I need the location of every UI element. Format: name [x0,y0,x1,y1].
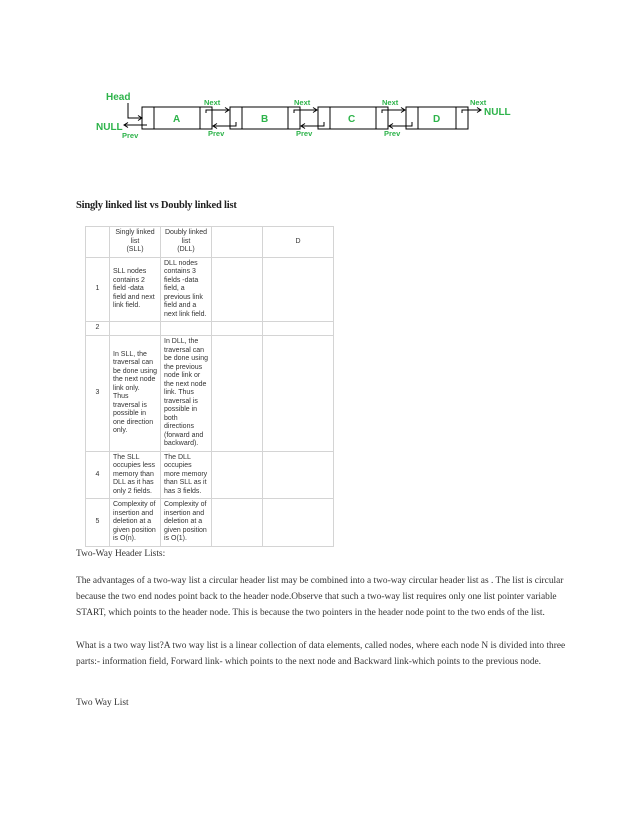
prev-label: Prev [384,129,401,138]
next-label: Next [294,98,311,107]
table-cell: 4 [86,451,110,499]
table-cell: 3 [86,336,110,452]
node-a-label: A [173,114,181,125]
table-cell [212,322,263,336]
paragraph-two-way-list-title: Two Way List [76,698,129,708]
next-label: Next [470,98,487,107]
table-cell [263,499,334,547]
table-header-row [86,227,334,258]
comparison-table [85,226,334,547]
paragraph-two-way-list-definition: What is a two way list?A two way list is a linear collection of data elements, called nodes, where each node N is divided into three parts:- information field, Forward link- which points to the next node and Backward link-which points to the previous node. [76,641,566,667]
table-cell [212,451,263,499]
table-header-cell: D [263,227,334,258]
doubly-linked-list-diagram [92,88,532,144]
table-header-cell: Doubly linked list (DLL) [161,227,212,258]
node-c-label: C [348,114,356,125]
prev-label: Prev [122,131,139,140]
head-label: Head [106,92,131,103]
table-cell: The SLL occupies less memory than DLL as it has only 2 fields. [110,451,161,499]
node-b-label: B [261,114,269,125]
table-cell: DLL nodes contains 3 fields -data field, a previous link field and a next link field. [161,257,212,322]
next-labels [204,98,487,107]
section-heading: Singly linked list vs Doubly linked list [76,200,237,211]
null-right-label: NULL [484,107,511,118]
table-cell [263,257,334,322]
table-cell: 1 [86,257,110,322]
node-d [406,107,468,129]
node-d-label: D [433,114,441,125]
table-cell: SLL nodes contains 2 field -data field and next link field. [110,257,161,322]
table-cell [212,499,263,547]
node-c [318,107,388,129]
table-row [86,257,334,322]
table-cell [263,322,334,336]
next-label: Next [204,98,221,107]
node-a [142,107,212,129]
table-header-cell: Singly linked list (SLL) [110,227,161,258]
table-header-cell [86,227,110,258]
table-cell: Complexity of insertion and deletion at a given position is O(n). [110,499,161,547]
table-cell [212,336,263,452]
table-cell [161,322,212,336]
paragraph-two-way-header-lists-body: The advantages of a two-way list a circular header list may be combined into a two-way circular header list as . The list is circular because the two end nodes point back to the header node.Observe that such a two-way list requires only one list pointer variable START, which points to the header node. This is because the two pointers in the header node point to the two ends of the list. [76,576,564,618]
table-cell: The DLL occupies more memory than SLL as it has 3 fields. [161,451,212,499]
table-row [86,336,334,452]
next-label: Next [382,98,399,107]
table-cell [263,451,334,499]
table-cell: In DLL, the traversal can be done using the previous node link or the next node link. Thus traversal is possible in both directions (forward and backward). [161,336,212,452]
table-row [86,322,334,336]
table-cell: Complexity of insertion and deletion at a given position is O(1). [161,499,212,547]
null-left-label: NULL [96,122,123,133]
paragraph-two-way-header-lists-title: Two-Way Header Lists: [76,549,166,559]
table-row [86,499,334,547]
table-cell [110,322,161,336]
prev-label: Prev [208,129,225,138]
prev-label: Prev [296,129,313,138]
table-cell: In SLL, the traversal can be done using the next node link only. Thus traversal is possible in one direction only. [110,336,161,452]
table-row [86,451,334,499]
prev-labels [122,129,401,140]
next-arrows [206,108,481,114]
table-cell [263,336,334,452]
table-cell [212,257,263,322]
node-b [230,107,300,129]
table-cell: 5 [86,499,110,547]
prev-arrows [213,122,412,129]
table-header-cell [212,227,263,258]
table-cell: 2 [86,322,110,336]
